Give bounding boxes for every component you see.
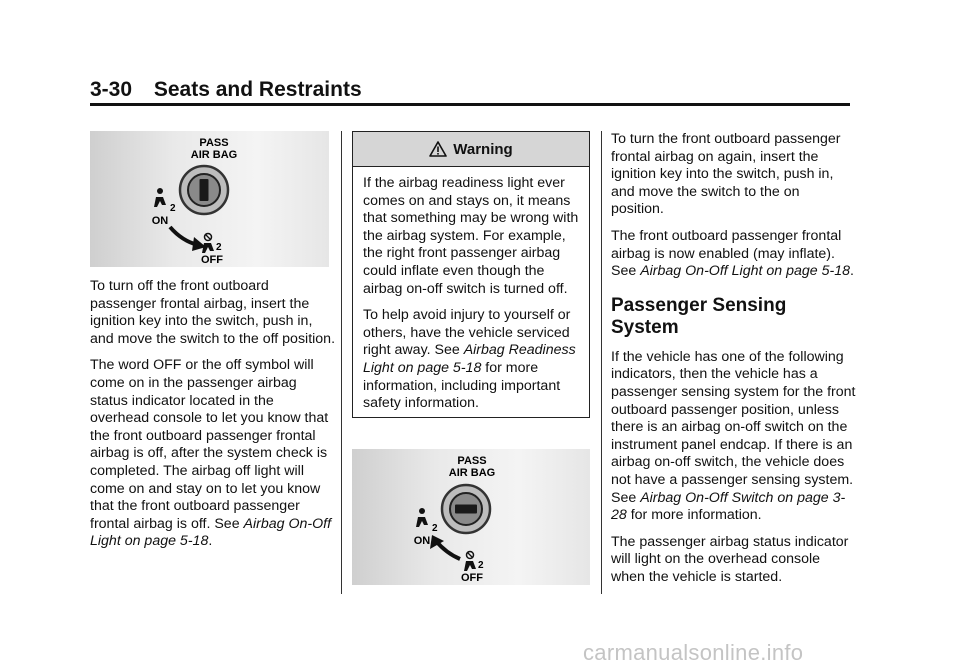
warning-title: Warning [453, 140, 513, 158]
warning-header [353, 132, 589, 167]
column-divider-1 [341, 131, 342, 594]
warning-paragraph-1: If the airbag readiness light ever comes on and stays on, it means that something may be wrong with the airbag system. For example, the right front passenger airbag could inflate even though the airbag on-off switch is turned off. [363, 175, 579, 297]
paragraph-off-indicator: The word OFF or the off symbol will come on in the passenger airbag status indicator located in the overhead console to let you know that the front outboard passenger frontal airbag is off, after the system check is completed. The airbag off light will come on and stay on to let you know that the front outboard passenger frontal airbag is off. See Airbag On-Off Light on page 5-18. [90, 357, 332, 550]
header-rule [90, 103, 850, 106]
section-title: Seats and Restraints [153, 78, 362, 101]
curved-arrow-down-right-icon [170, 227, 206, 251]
column-divider-2 [601, 131, 602, 594]
page-header [90, 78, 362, 102]
paragraph-status-indicator: The passenger airbag status indicator will light on the overhead console when the vehicle is started. [611, 533, 849, 585]
left-column [90, 278, 335, 560]
figure-switch-off [90, 131, 329, 267]
paragraph-enabled: The front outboard passenger frontal airbag is now enabled (may inflate). See Airbag On-Off Light on page 5-18. [611, 227, 854, 280]
paragraph-turn-off: To turn off the front outboard passenger frontal airbag, insert the ignition key into the switch, push in, and move the switch to the off position. [90, 278, 336, 347]
paragraph-turn-on: To turn the front outboard passenger frontal airbag on again, insert the ignition key into the switch, push in, and move the switch to the on position. [611, 131, 841, 218]
watermark: carmanualsonline.info [583, 640, 804, 665]
passenger-on-icon [154, 188, 176, 214]
on-label: ON [151, 215, 169, 227]
on-icon-two: 2 [170, 203, 176, 214]
warning-paragraph-2: To help avoid injury to yourself or others, have the vehicle serviced right away. See Airbag Readiness Light on page 5-18 for more information, including important safety information. [363, 307, 576, 412]
warning-triangle-icon [429, 141, 447, 157]
on-icon-two: 2 [432, 523, 438, 534]
air-bag-label: AIR BAG [190, 149, 238, 161]
off-icon-two: 2 [478, 560, 484, 571]
pass-label: PASS [457, 455, 487, 467]
warning-box [352, 131, 590, 418]
passenger-off-icon [202, 234, 222, 254]
link-airbag-on-off-light[interactable]: Airbag On-Off Light on page 5-18 [90, 515, 332, 550]
figure-switch-on [352, 449, 590, 585]
page-number: 3-30 [90, 78, 133, 101]
link-airbag-on-off-switch[interactable]: Airbag On-Off Switch on page 3-28 [611, 489, 846, 524]
warning-body [353, 167, 589, 413]
paragraph-sensing-system: If the vehicle has one of the following indicators, then the vehicle has a passenger sensing system for the front outboard passenger position, unless there is an airbag on-off switch on the instrument panel endcap. If there is an airbag on-off switch, the vehicle does not have a passenger sensing system. See Airbag On-Off Switch on page 3-28 for more information. [611, 348, 856, 524]
off-icon-two: 2 [216, 242, 222, 253]
passenger-on-icon [416, 508, 438, 534]
link-airbag-on-off-light[interactable]: Airbag On-Off Light on page 5-18 [640, 263, 850, 280]
link-airbag-readiness-light[interactable]: Airbag Readiness Light on page 5-18 [363, 342, 576, 376]
on-label: ON [413, 535, 431, 547]
off-label: OFF [461, 572, 483, 584]
curved-arrow-up-left-icon [430, 535, 460, 559]
off-label: OFF [201, 254, 223, 266]
right-column [611, 131, 856, 595]
key-lock-cylinder-icon [180, 166, 228, 214]
air-bag-label: AIR BAG [448, 467, 496, 479]
section-heading-passenger-sensing: Passenger Sensing System [611, 294, 787, 338]
key-lock-cylinder-icon [442, 485, 490, 533]
pass-label: PASS [199, 137, 229, 149]
passenger-off-icon [464, 552, 484, 572]
